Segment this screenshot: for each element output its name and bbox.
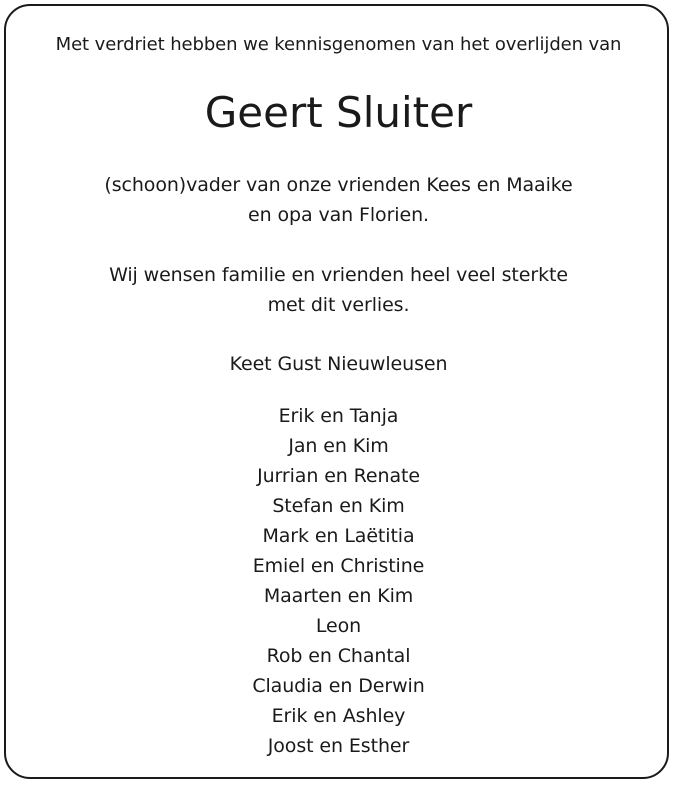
list-item: Rob en Chantal [266, 645, 411, 667]
wish-line-1: Wij wensen familie en vrienden heel veel sterkte [109, 264, 568, 286]
relation-line-2: en opa van Florien. [248, 204, 429, 226]
list-item: Claudia en Derwin [252, 675, 425, 697]
list-item: Stefan en Kim [272, 495, 405, 517]
list-item: Mark en Laëtitia [262, 525, 415, 547]
list-item: Erik en Tanja [278, 405, 399, 427]
list-item: Maarten en Kim [263, 585, 414, 607]
deceased-name: Geert Sluiter [204, 88, 473, 137]
wish-line-2: met dit verlies. [267, 294, 410, 316]
list-item: Emiel en Christine [252, 555, 425, 577]
list-item: Leon [315, 615, 362, 637]
names-list [0, 401, 677, 761]
list-item: Erik en Ashley [271, 705, 406, 727]
list-item: Joost en Esther [267, 735, 410, 757]
list-item: Jurrian en Renate [257, 465, 420, 487]
list-item: Jan en Kim [288, 435, 389, 457]
relation-line-1: (schoon)vader van onze vrienden Kees en Maaike [104, 174, 573, 196]
group-name: Keet Gust Nieuwleusen [229, 353, 448, 375]
intro-text: Met verdriet hebben we kennisgenomen van het overlijden van [55, 34, 622, 55]
